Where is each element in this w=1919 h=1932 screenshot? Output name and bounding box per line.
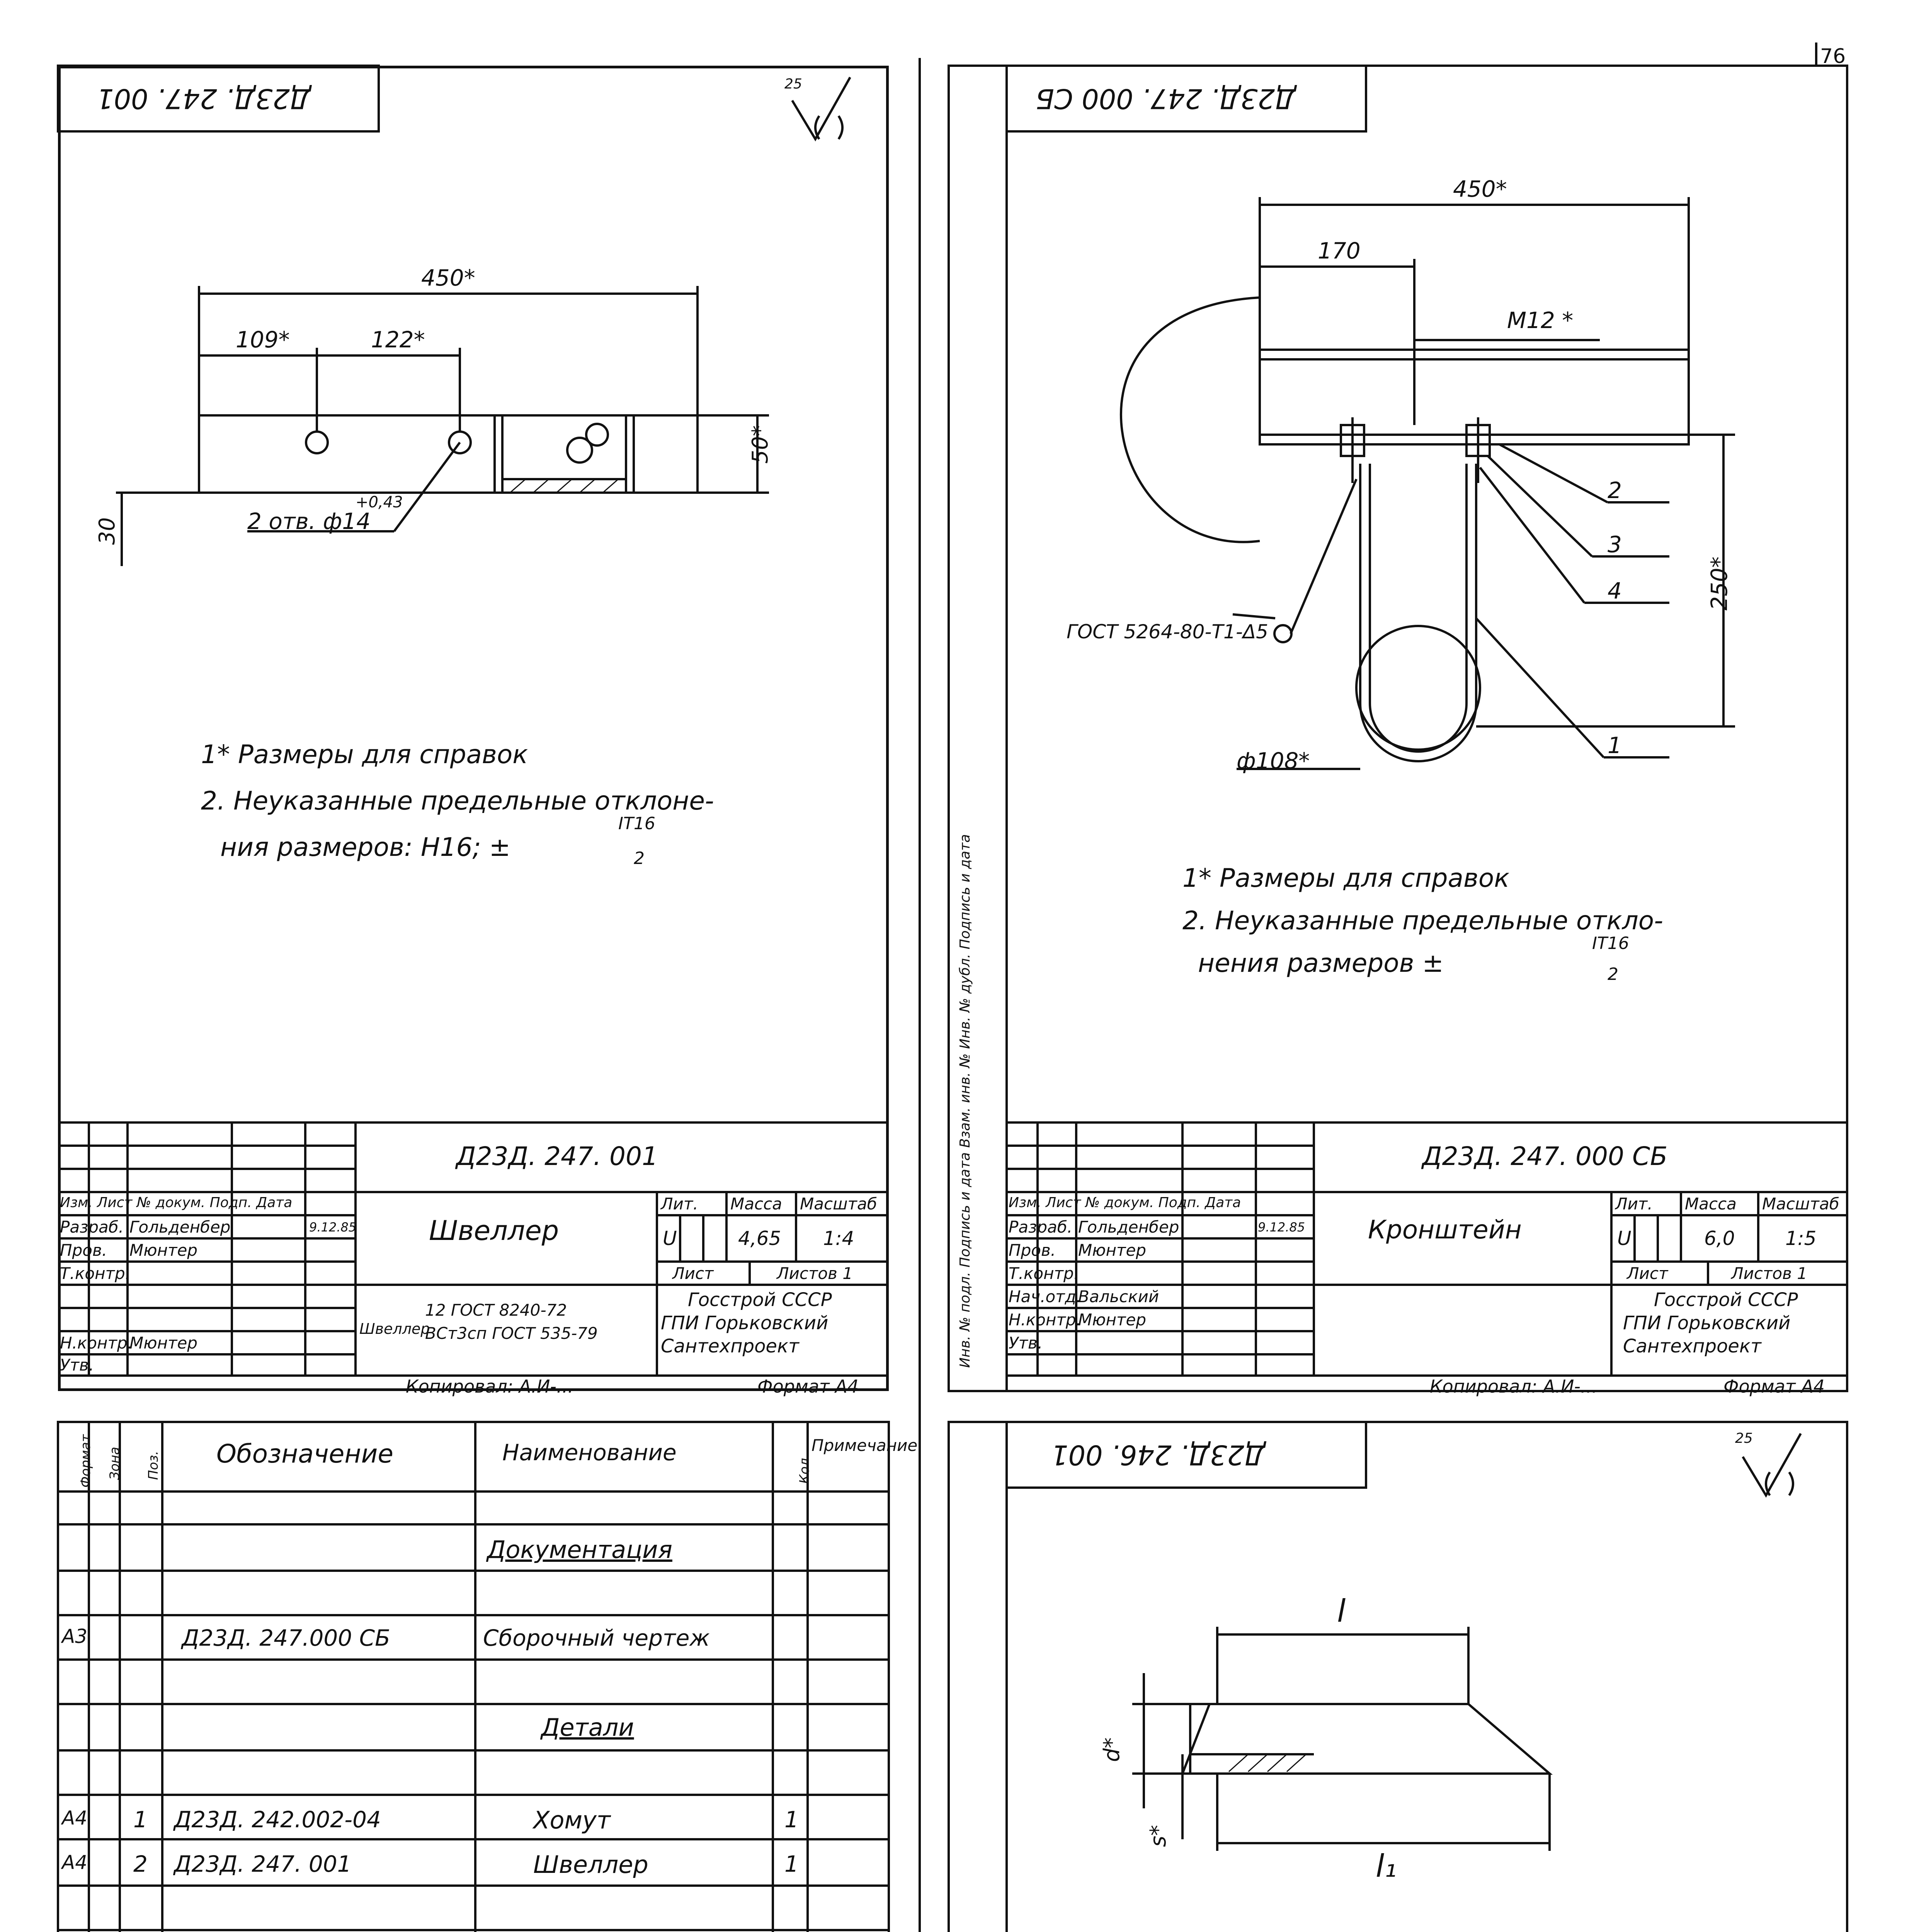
sheet1-lit-label: Лит. [661,1194,698,1213]
sheet1-note-1: 1* Размеры для справок [201,740,528,769]
sheet4-dim-l: l [1337,1593,1346,1629]
sheet1-note-frac-top: IT16 [618,814,655,833]
sheet2-title-code: Д23Д. 247. 000 СБ [1422,1141,1668,1171]
spec-row-pos: 2 [133,1851,148,1877]
sheet2-mass-label: Масса [1685,1194,1737,1213]
sheet1-format: Формат А4 [757,1376,859,1397]
sheet1-dim-b: 122* [371,327,425,353]
sheet2-dim-total: 450* [1453,176,1507,202]
sheet1-dim-w: 30 [95,517,120,545]
sheet2-dim-a: 170 [1318,238,1361,264]
sheet2-corner-code: Д23Д. 247. 000 СБ [1036,83,1296,114]
sheet1-dim-h: 50* [748,425,773,464]
sheet1-stamp-name: Мюнтер [129,1241,198,1260]
sheet2-callout-1: 1 [1608,732,1622,759]
spec-section-title: Детали [541,1713,634,1742]
sheet4-roughness: 25 [1735,1430,1753,1446]
spec-row-name: Сборочный чертеж [483,1625,710,1651]
sheet1-stamp-role: Утв. [60,1355,94,1374]
sheet2-stamp-role: Разраб. [1009,1218,1073,1236]
sheet2-dim-d: ф108* [1237,748,1310,774]
spec-row-name: Швеллер [533,1850,648,1879]
sheet1-material-2: ВСт3сп ГОСТ 535-79 [425,1324,598,1343]
spec-row-name: Хомут [533,1806,611,1834]
sheet2-stamp-role: Пров. [1009,1241,1056,1260]
spec-row-format: А4 [62,1851,88,1874]
sheet1-stamp-role: Разраб. [60,1218,124,1236]
sheet2-mass-value: 6,0 [1704,1227,1735,1250]
sheet1-dim-a: 109* [236,327,290,353]
sheet2-stamp-name: Вальский [1078,1287,1159,1306]
sheet1-hole-note: 2 отв. ф14 [247,508,371,534]
sheet2-note-2b: нения размеров ± [1198,948,1444,978]
sheet2-stamp-name: Мюнтер [1078,1310,1147,1329]
sheet2-sheet-label: Лист [1627,1264,1668,1283]
sheet4-dim-d: d* [1099,1737,1125,1762]
sheet1-stamp-name: Мюнтер [129,1333,198,1352]
sheet1-sheets-label: Листов 1 [777,1264,853,1283]
sheet2-note-frac-bottom: 2 [1608,964,1618,984]
sheet1-stamp-role: Н.контр. [60,1333,133,1352]
spec-header-qty: Кол. [797,1454,812,1484]
sheet2-copied: Копировал: А.И-... [1430,1376,1597,1397]
sheet1-stamp-role: Т.контр. [60,1264,131,1283]
sheet2-callout-3: 3 [1608,531,1622,558]
sheet2-stamp-role: Утв. [1009,1333,1043,1352]
sheet2-format: Формат А4 [1723,1376,1825,1397]
sheet2-callout-4: 4 [1608,578,1622,604]
sheet2-weld-note: ГОСТ 5264-80-Т1-Δ5 [1067,621,1268,643]
sheet2-scale-label: Масштаб [1762,1194,1839,1213]
sheet2-stamp-role: Нач.отд. [1009,1287,1082,1306]
sheet1-scale-value: 1:4 [823,1227,854,1250]
sheet2-side-strip: Инв. № подл. Подпись и дата Взам. инв. № Инв. № дубл. Подпись и дата [957,834,973,1368]
sheet1-org-3: Сантехпроект [661,1335,799,1357]
spec-row-qty: 1 [784,1806,799,1833]
sheet2-lit-label: Лит. [1615,1194,1653,1213]
sheet1-part-name: Швеллер [429,1215,559,1247]
sheet1-roughness: 25 [784,76,802,92]
sheet1-stamp-role: Пров. [60,1241,107,1260]
sheet1-org-2: ГПИ Горьковский [661,1312,829,1334]
spec-row-designation: Д23Д. 247.000 СБ [182,1625,390,1651]
sheet1-mass-label: Масса [730,1194,782,1213]
sheet1-dim-total: 450* [421,265,475,291]
sheet2-lit-value: U [1617,1227,1631,1250]
spec-row-format: А3 [62,1625,88,1648]
sheet1-org-1: Госстрой СССР [688,1289,832,1311]
sheet2-stamp-name: Мюнтер [1078,1241,1147,1260]
sheet2-org-2: ГПИ Горьковский [1623,1312,1791,1334]
spec-row-format: А4 [62,1807,88,1829]
sheet1-hole-tol: +0,43 [356,493,403,511]
spec-row-qty: 1 [784,1851,799,1877]
sheet2-dim-h: 250* [1706,556,1732,611]
sheet4-dim-l1: l₁ [1376,1848,1397,1884]
spec-row-designation: Д23Д. 242.002-04 [174,1806,381,1833]
sheet2-org-1: Госстрой СССР [1654,1289,1798,1311]
sheet4-dim-s: s* [1146,1825,1171,1847]
spec-row-pos: 1 [133,1806,148,1833]
spec-header-note: Примечание [811,1436,918,1455]
sheet2-stamp-date: 9.12.85 [1258,1220,1305,1235]
spec-header-zone: Зона [107,1447,122,1480]
sheet2-dim-thread: М12 * [1507,307,1574,333]
sheet2-part-name: Кронштейн [1368,1215,1522,1245]
sheet1-note-2b: ния размеров: Н16; ± [220,832,511,862]
spec-header-name: Наименование [502,1439,677,1466]
sheet1-scale-label: Масштаб [800,1194,877,1213]
sheet2-callout-2: 2 [1608,477,1622,503]
spec-header-format: Формат [78,1434,94,1488]
spec-header-designation: Обозначение [216,1439,393,1469]
sheet1-mass-value: 4,65 [738,1227,781,1250]
sheet1-stamp-header: Изм. Лист № докум. Подп. Дата [60,1195,293,1211]
sheet2-scale-value: 1:5 [1785,1227,1817,1250]
spec-row-designation: Д23Д. 247. 001 [174,1851,352,1877]
sheet1-sheet-label: Лист [672,1264,714,1283]
sheet1-copied: Копировал: А.И-... [406,1376,573,1397]
sheet1-title-code: Д23Д. 247. 001 [456,1141,658,1171]
sheet1-lit-value: U [663,1227,677,1250]
sheet2-stamp-role: Н.контр. [1009,1310,1081,1329]
sheet2-note-1: 1* Размеры для справок [1182,863,1510,893]
sheet1-note-frac-bottom: 2 [634,849,645,868]
sheet4-corner-code: Д23Д. 246. 001 [1051,1439,1266,1471]
sheet1-corner-code: Д23Д. 247. 001 [97,83,311,114]
sheet2-org-3: Сантехпроект [1623,1335,1761,1357]
sheet1-material-label: Швеллер [359,1320,430,1337]
page-number: 76 [1820,45,1846,68]
sheet2-stamp-role: Т.контр. [1009,1264,1079,1283]
sheet2-stamp-name: Гольденбер [1078,1218,1179,1236]
spec-section-title: Документация [487,1536,672,1564]
sheet2-note-2a: 2. Неуказанные предельные откло- [1182,906,1663,935]
sheet1-stamp-date: 9.12.85 [309,1220,357,1235]
sheet2-sheets-label: Листов 1 [1731,1264,1807,1283]
sheet1-stamp-name: Гольденбер [129,1218,231,1236]
sheet1-note-2a: 2. Неуказанные предельные отклоне- [201,786,714,816]
sheet2-note-frac-top: IT16 [1592,934,1629,953]
sheet1-material-1: 12 ГОСТ 8240-72 [425,1301,567,1320]
spec-header-pos: Поз. [146,1451,161,1480]
sheet2-stamp-header: Изм. Лист № докум. Подп. Дата [1009,1195,1241,1211]
